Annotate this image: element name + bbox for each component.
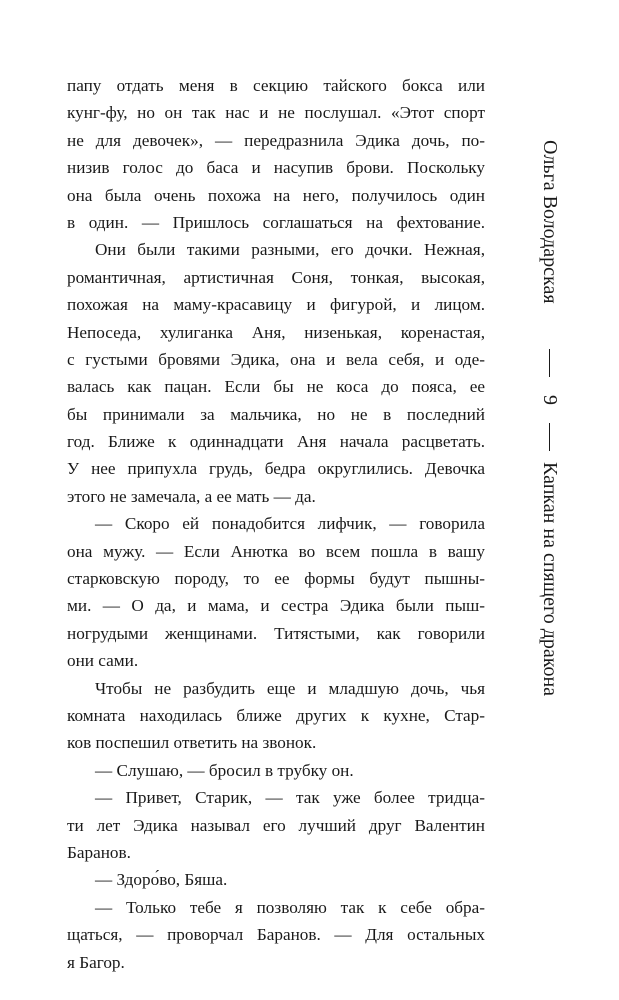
text-line: Баранов. <box>67 842 131 862</box>
text-line: ногрудыми женщинами. Титястыми, как говорили <box>67 623 485 643</box>
text-line: Непоседа, хулиганка Аня, низенькая, коренастая, <box>67 322 485 342</box>
text-line: этого не замечала, а ее мать — да. <box>67 486 316 506</box>
text-line: У нее припухла грудь, бедра округлились. Девочка <box>67 459 485 479</box>
running-head-rule <box>549 349 550 377</box>
text-line: ков поспешил ответить на звонок. <box>67 733 317 753</box>
text-line: они сами. <box>67 651 139 671</box>
page-number: 9 <box>539 395 561 405</box>
text-line: Они были такими разными, его дочки. Нежная, <box>95 240 485 260</box>
text-line: романтичная, артистичная Соня, тонкая, высокая, <box>67 267 485 287</box>
running-head <box>530 140 570 740</box>
body-text <box>67 72 485 976</box>
text-line: комната находилась ближе других к кухне, Стар- <box>67 705 485 725</box>
text-line: не для девочек», — передразнила Эдика дочь, по- <box>67 130 485 150</box>
text-line: кунг-фу, но он так нас и не послушал. «Этот спорт <box>67 103 485 123</box>
text-line: она мужу. — Если Анютка во всем пошла в вашу <box>67 541 485 561</box>
text-line: бы принимали за мальчика, но не в последний <box>67 404 485 424</box>
running-head-author: Ольга Володарская <box>539 140 561 304</box>
text-line: щаться, — проворчал Баранов. — Для остальных <box>67 925 485 945</box>
text-line: Чтобы не разбудить еще и младшую дочь, чья <box>95 678 485 698</box>
text-line: низив голос до баса и насупив брови. Поскольку <box>67 158 485 178</box>
text-line: похожая на маму-красавицу и фигурой, и лицом. <box>67 295 485 315</box>
text-line: — Скоро ей понадобится лифчик, — говорила <box>95 514 485 534</box>
text-line: она была очень похожа на него, получилось один <box>67 185 485 205</box>
text-line: с густыми бровями Эдика, она и вела себя, и оде- <box>67 349 485 369</box>
text-line: — Только тебе я позволяю так к себе обра- <box>95 897 485 917</box>
running-head-title: Капкан на спящего дракона <box>539 462 561 697</box>
text-line: ти лет Эдика называл его лучший друг Валентин <box>67 815 485 835</box>
text-line: валась как пацан. Если бы не коса до пояса, ее <box>67 377 485 397</box>
text-line: год. Ближе к одиннадцати Аня начала расцветать. <box>67 432 485 452</box>
text-line: папу отдать меня в секцию тайского бокса или <box>67 76 485 95</box>
text-line: — Слушаю, — бросил в трубку он. <box>95 760 354 780</box>
text-line: ми. — О да, и мама, и сестра Эдика были пыш- <box>67 596 485 616</box>
text-line: старковскую породу, то ее формы будут пышны- <box>67 569 485 589</box>
text-line: в один. — Пришлось соглашаться на фехтование. <box>67 212 485 232</box>
text-line: я Багор. <box>67 952 125 972</box>
running-head-rule <box>549 423 550 451</box>
text-line: — Здоро́во, Бяша. <box>95 870 228 890</box>
text-line: — Привет, Старик, — так уже более тридца- <box>95 788 485 808</box>
